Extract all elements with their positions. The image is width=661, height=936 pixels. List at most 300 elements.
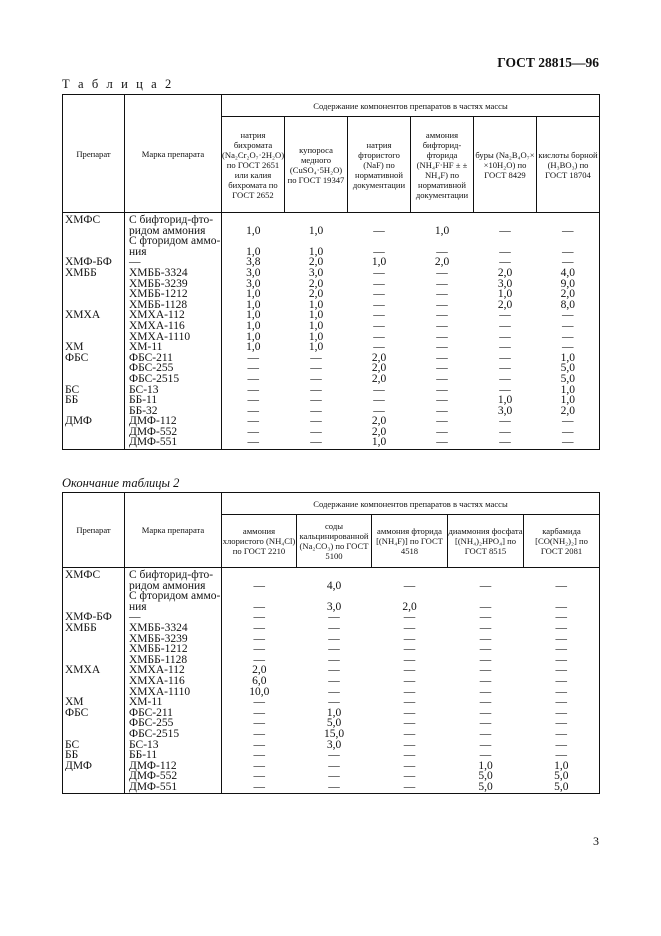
table-row xyxy=(63,623,600,634)
cell-value: — xyxy=(285,437,348,449)
cell-brand: ния xyxy=(125,602,222,613)
table-row xyxy=(63,406,600,417)
table-row xyxy=(63,363,600,374)
cell-preparation xyxy=(63,676,125,687)
cell-value: — xyxy=(537,310,600,321)
cell-value: — xyxy=(499,342,511,353)
cell-value: — xyxy=(524,687,600,698)
cell-preparation xyxy=(63,602,125,613)
table-row xyxy=(63,416,600,427)
cell-value: 2,0 xyxy=(308,278,324,290)
cell-value: — xyxy=(524,708,600,719)
cell-value: — xyxy=(479,644,492,655)
cell-preparation: ХМФ-БФ xyxy=(63,612,125,623)
cell-value: — xyxy=(499,310,511,321)
cell-value: — xyxy=(436,373,448,385)
cell-value: — xyxy=(479,697,492,708)
cell-value: — xyxy=(373,342,385,353)
cell-brand: С фторидом аммо- xyxy=(125,591,222,602)
table-row xyxy=(63,374,600,385)
cell-value: — xyxy=(524,676,600,687)
col-header-component-4: аммония бифторид-фторида (NH₄F·HF ± ± NH₄F) по нормативной документации xyxy=(411,117,474,213)
table-row xyxy=(63,591,600,602)
cell-value: 1,0 xyxy=(308,246,324,258)
cell-value: — xyxy=(403,697,416,708)
table-row xyxy=(63,644,600,655)
cell-preparation: ХМХА xyxy=(63,310,125,321)
cell-value: — xyxy=(524,644,600,655)
cell-value: — xyxy=(222,406,285,417)
cell-value: — xyxy=(524,612,600,623)
cell-value: — xyxy=(328,633,340,645)
cell-value: — xyxy=(524,655,600,666)
cell-value: — xyxy=(310,373,322,385)
cell-value: — xyxy=(373,246,385,258)
cell-value: 3,8 xyxy=(222,257,285,268)
cell-value: — xyxy=(403,612,416,623)
cell-value: — xyxy=(537,342,600,353)
cell-value: — xyxy=(524,718,600,729)
cell-value: — xyxy=(479,718,492,729)
cell-value xyxy=(222,568,297,581)
table-row xyxy=(63,676,600,687)
cell-preparation xyxy=(63,437,125,449)
cell-value: — xyxy=(222,708,297,719)
cell-value xyxy=(448,568,524,581)
cell-preparation: ДМФ xyxy=(63,416,125,427)
col-group-header: Содержание компонентов препаратов в частях массы xyxy=(222,95,600,117)
cell-brand: ДМФ-112 xyxy=(125,416,222,427)
col-header-preparation: Препарат xyxy=(63,95,125,213)
cell-value: — xyxy=(524,750,600,761)
cell-value xyxy=(474,213,537,226)
cell-brand: С фторидом аммо- xyxy=(125,236,222,247)
cell-value: — xyxy=(537,427,600,438)
cell-value: — xyxy=(436,246,448,258)
cell-value: 1,0 xyxy=(222,332,285,343)
cell-value: 1,0 xyxy=(222,300,285,311)
cell-preparation xyxy=(63,729,125,740)
cell-value: — xyxy=(310,416,322,427)
cell-brand: ФБС-255 xyxy=(125,718,222,729)
table-row xyxy=(63,310,600,321)
cell-value: 9,0 xyxy=(537,279,600,290)
cell-brand: ДМФ-552 xyxy=(125,771,222,782)
cell-value: — xyxy=(222,395,285,406)
cell-value: 3,0 xyxy=(326,739,342,751)
cell-value: 2,0 xyxy=(402,601,417,613)
col-group-header: Содержание компонентов препаратов в частях массы xyxy=(222,493,600,515)
cell-value: — xyxy=(479,750,492,761)
table-row xyxy=(63,740,600,751)
cell-value: 1,0 xyxy=(222,342,285,353)
cell-value: — xyxy=(436,267,448,279)
cell-value: — xyxy=(474,437,537,449)
cell-value: — xyxy=(222,782,297,794)
cell-value: 1,0 xyxy=(308,310,324,321)
cell-preparation xyxy=(63,427,125,438)
cell-value: — xyxy=(479,707,492,719)
cell-value: 1,0 xyxy=(478,760,493,772)
cell-value: — xyxy=(310,405,322,417)
cell-value: — xyxy=(297,782,372,794)
cell-preparation xyxy=(63,236,125,247)
cell-brand: ФБС-211 xyxy=(125,353,222,364)
cell-brand: — xyxy=(125,612,222,623)
table-row xyxy=(63,300,600,311)
table-row xyxy=(63,213,600,226)
cell-preparation xyxy=(63,634,125,645)
cell-value xyxy=(297,568,372,581)
cell-value: — xyxy=(222,644,297,655)
cell-value: — xyxy=(310,363,322,374)
cell-value: — xyxy=(222,581,297,592)
cell-value xyxy=(537,236,600,247)
cell-brand: ДМФ-551 xyxy=(125,782,222,794)
table-row xyxy=(63,708,600,719)
col-header-component-6: кислоты борной (H₃BO₃) по ГОСТ 18704 xyxy=(537,117,600,213)
cell-value xyxy=(285,236,348,247)
cell-preparation: ХМ xyxy=(63,342,125,353)
table-row xyxy=(63,321,600,332)
cell-value: — xyxy=(537,332,600,343)
cell-value: 1,0 xyxy=(434,225,450,237)
table-2 xyxy=(62,94,600,450)
cell-preparation xyxy=(63,655,125,666)
cell-value: — xyxy=(403,739,416,751)
cell-value: — xyxy=(403,750,416,761)
cell-value: — xyxy=(373,267,385,279)
cell-brand: ФБС-255 xyxy=(125,363,222,374)
cell-value: — xyxy=(479,654,492,666)
cell-preparation: ХМФС xyxy=(63,568,125,581)
cell-value: — xyxy=(403,580,416,592)
cell-value: — xyxy=(328,750,340,761)
cell-brand: ББ-32 xyxy=(125,406,222,417)
cell-value: 3,0 xyxy=(326,601,342,613)
cell-value: 2,0 xyxy=(371,363,387,374)
table-row xyxy=(63,665,600,676)
cell-brand: ХМББ-1128 xyxy=(125,655,222,666)
cell-value: 2,0 xyxy=(537,406,600,417)
cell-value: — xyxy=(403,760,416,772)
cell-value: 5,0 xyxy=(478,771,493,782)
cell-value: — xyxy=(479,633,492,645)
cell-brand: ДМФ-112 xyxy=(125,761,222,772)
cell-value xyxy=(372,568,448,581)
cell-preparation xyxy=(63,321,125,332)
cell-brand: ХМББ-1212 xyxy=(125,289,222,300)
cell-value: 1,0 xyxy=(308,299,324,311)
cell-value: — xyxy=(328,654,340,666)
cell-value: — xyxy=(499,363,511,374)
table-row xyxy=(63,257,600,268)
cell-value: 1,0 xyxy=(348,437,411,449)
cell-value: 5,0 xyxy=(326,718,342,729)
table-row xyxy=(63,750,600,761)
table-row xyxy=(63,247,600,258)
table-row xyxy=(63,687,600,698)
cell-preparation: ФБС xyxy=(63,353,125,364)
cell-brand: ХМББ-3324 xyxy=(125,623,222,634)
cell-brand: ФБС-211 xyxy=(125,708,222,719)
cell-value: 1,0 xyxy=(497,395,513,406)
cell-value: — xyxy=(436,310,448,321)
cell-value: — xyxy=(436,416,448,427)
cell-brand: — xyxy=(125,257,222,268)
cell-value: — xyxy=(403,686,416,698)
cell-value: — xyxy=(222,374,285,385)
cell-value: — xyxy=(499,331,511,343)
cell-value: 2,0 xyxy=(497,299,513,311)
cell-value: — xyxy=(436,299,448,311)
cell-value: 1,0 xyxy=(222,310,285,321)
table-row xyxy=(63,332,600,343)
cell-preparation xyxy=(63,226,125,237)
cell-preparation xyxy=(63,289,125,300)
cell-brand: ХМХА-112 xyxy=(125,310,222,321)
cell-value: — xyxy=(222,363,285,374)
cell-value: — xyxy=(479,622,492,634)
cell-preparation: ХМХА xyxy=(63,665,125,676)
cell-preparation xyxy=(63,332,125,343)
cell-value: — xyxy=(436,331,448,343)
page-number: 3 xyxy=(593,834,599,848)
cell-value: 1,0 xyxy=(308,320,324,332)
cell-value: — xyxy=(499,373,511,385)
cell-value: 1,0 xyxy=(222,289,285,300)
cell-brand: ридом аммония xyxy=(125,226,222,237)
cell-value: 2,0 xyxy=(371,426,387,438)
cell-value: — xyxy=(524,602,600,613)
cell-preparation: ХМФС xyxy=(63,213,125,226)
cell-value: 1,0 xyxy=(308,342,324,353)
cell-value: — xyxy=(499,257,511,268)
table-row xyxy=(63,761,600,772)
cell-value: — xyxy=(499,246,511,258)
cell-value: — xyxy=(524,665,600,676)
cell-preparation xyxy=(63,644,125,655)
cell-preparation xyxy=(63,687,125,698)
cell-value: — xyxy=(479,665,492,676)
cell-value: — xyxy=(222,634,297,645)
table-row xyxy=(63,353,600,364)
cell-value xyxy=(222,236,285,247)
cell-value: 1,0 xyxy=(222,321,285,332)
cell-value: 2,0 xyxy=(222,665,297,676)
cell-preparation: ХМ xyxy=(63,697,125,708)
table-row xyxy=(63,602,600,613)
cell-brand: ХМББ-1128 xyxy=(125,300,222,311)
table-row xyxy=(63,279,600,290)
cell-value: 1,0 xyxy=(222,247,285,258)
cell-value: — xyxy=(222,416,285,427)
cell-value: 1,0 xyxy=(537,395,600,406)
cell-value: 3,0 xyxy=(497,278,513,290)
cell-preparation: ХМББ xyxy=(63,623,125,634)
cell-value: — xyxy=(436,395,448,406)
cell-value: — xyxy=(222,385,285,396)
table-row xyxy=(63,236,600,247)
table-2-label: Т а б л и ц а 2 xyxy=(62,77,174,91)
table-row xyxy=(63,782,600,794)
cell-value: — xyxy=(436,426,448,438)
cell-value: 5,0 xyxy=(537,363,600,374)
cell-preparation xyxy=(63,406,125,417)
cell-preparation xyxy=(63,363,125,374)
col-header-component-2: купороса медного (CuSO₄·5H₂O) по ГОСТ 19347 xyxy=(285,117,348,213)
cell-value: — xyxy=(222,427,285,438)
cell-value xyxy=(222,591,297,602)
cell-value xyxy=(524,591,600,602)
cell-value: — xyxy=(524,697,600,708)
table-row xyxy=(63,718,600,729)
cell-value: — xyxy=(373,289,385,300)
cell-value: 1,0 xyxy=(497,289,513,300)
cell-value: — xyxy=(328,771,340,782)
cell-value: 1,0 xyxy=(308,225,324,237)
cell-value: 2,0 xyxy=(434,257,450,268)
cell-brand: ББ-11 xyxy=(125,750,222,761)
cell-value: — xyxy=(222,750,297,761)
cell-value: — xyxy=(328,612,340,623)
cell-value xyxy=(348,213,411,226)
col-header-component-3: аммония фторида [(NH₄F)] по ГОСТ 4518 xyxy=(372,515,448,568)
cell-value: 10,0 xyxy=(222,687,297,698)
cell-value: — xyxy=(403,771,416,782)
cell-value: — xyxy=(479,601,492,613)
cell-value: 1,0 xyxy=(308,331,324,343)
cell-value xyxy=(411,236,474,247)
cell-value xyxy=(348,236,411,247)
cell-brand: ДМФ-552 xyxy=(125,427,222,438)
cell-preparation: БС xyxy=(63,740,125,751)
table-row xyxy=(63,427,600,438)
cell-preparation xyxy=(63,374,125,385)
cell-value: — xyxy=(310,384,322,396)
cell-brand: ХМ-11 xyxy=(125,342,222,353)
cell-value: — xyxy=(328,686,340,698)
cell-value: — xyxy=(524,581,600,592)
cell-value: — xyxy=(537,321,600,332)
cell-value: — xyxy=(222,718,297,729)
cell-brand: С бифторид-фто- xyxy=(125,568,222,581)
cell-value: — xyxy=(373,320,385,332)
cell-value xyxy=(372,591,448,602)
cell-preparation xyxy=(63,591,125,602)
cell-value: — xyxy=(436,320,448,332)
cell-brand: ХМХА-116 xyxy=(125,676,222,687)
cell-value: 2,0 xyxy=(537,289,600,300)
cell-value: — xyxy=(222,729,297,740)
cell-value: — xyxy=(436,342,448,353)
cell-brand: ХМББ-1212 xyxy=(125,644,222,655)
table-row xyxy=(63,437,600,449)
cell-brand: ХМХА-1110 xyxy=(125,687,222,698)
table-row xyxy=(63,771,600,782)
cell-value: — xyxy=(328,760,340,772)
cell-brand: ФБС-2515 xyxy=(125,729,222,740)
cell-value: — xyxy=(310,426,322,438)
cell-value: 15,0 xyxy=(323,728,345,740)
cell-brand: ДМФ-551 xyxy=(125,437,222,449)
cell-preparation: ББ xyxy=(63,750,125,761)
cell-preparation xyxy=(63,771,125,782)
cell-brand: ХМББ-3239 xyxy=(125,634,222,645)
table-row xyxy=(63,568,600,581)
cell-value: 2,0 xyxy=(371,373,387,385)
cell-value: — xyxy=(222,655,297,666)
cell-preparation xyxy=(63,300,125,311)
cell-value: — xyxy=(373,225,385,237)
cell-value: — xyxy=(479,686,492,698)
cell-value: — xyxy=(479,728,492,740)
cell-value: 6,0 xyxy=(222,676,297,687)
cell-value: 5,0 xyxy=(524,771,600,782)
cell-brand: ХМХА-1110 xyxy=(125,332,222,343)
cell-value: — xyxy=(524,740,600,751)
cell-value: — xyxy=(499,416,511,427)
cell-value: — xyxy=(222,602,297,613)
cell-value: — xyxy=(373,278,385,290)
table-2-end-body xyxy=(63,568,600,794)
cell-value: — xyxy=(499,225,511,237)
cell-value: — xyxy=(436,289,448,300)
cell-value: — xyxy=(222,437,285,449)
cell-value: — xyxy=(222,623,297,634)
cell-value: — xyxy=(328,665,340,676)
table-row xyxy=(63,655,600,666)
cell-value: — xyxy=(373,384,385,396)
cell-value: — xyxy=(499,352,511,364)
cell-value: — xyxy=(436,278,448,290)
cell-brand: ХМХА-116 xyxy=(125,321,222,332)
cell-value: 8,0 xyxy=(537,300,600,311)
cell-value xyxy=(524,568,600,581)
col-header-brand: Марка препарата xyxy=(125,493,222,568)
cell-brand: С бифторид-фто- xyxy=(125,213,222,226)
cell-value: 5,0 xyxy=(524,782,600,794)
cell-value: — xyxy=(436,405,448,417)
cell-preparation: ФБС xyxy=(63,708,125,719)
cell-value: — xyxy=(310,352,322,364)
cell-value: — xyxy=(403,665,416,676)
cell-value: — xyxy=(222,771,297,782)
cell-value: — xyxy=(479,580,492,592)
cell-preparation xyxy=(63,782,125,794)
cell-value: 1,0 xyxy=(524,761,600,772)
cell-value: — xyxy=(436,384,448,396)
cell-value xyxy=(285,213,348,226)
cell-value: — xyxy=(310,395,322,406)
cell-brand: ридом аммония xyxy=(125,581,222,592)
cell-value: 2,0 xyxy=(371,352,387,364)
cell-value: — xyxy=(373,299,385,311)
table-row xyxy=(63,581,600,592)
cell-preparation xyxy=(63,718,125,729)
table-row xyxy=(63,289,600,300)
cell-value: — xyxy=(411,437,474,449)
cell-value: — xyxy=(403,675,416,687)
col-header-component-2: соды кальцинированной (Na₂CO₃) по ГОСТ 5100 xyxy=(297,515,372,568)
cell-brand: ХМ-11 xyxy=(125,697,222,708)
cell-value: — xyxy=(222,761,297,772)
cell-preparation: ХМФ-БФ xyxy=(63,257,125,268)
cell-value: — xyxy=(537,416,600,427)
cell-value: 3,0 xyxy=(308,267,324,279)
cell-preparation: ХМББ xyxy=(63,268,125,279)
cell-value: — xyxy=(372,782,448,794)
